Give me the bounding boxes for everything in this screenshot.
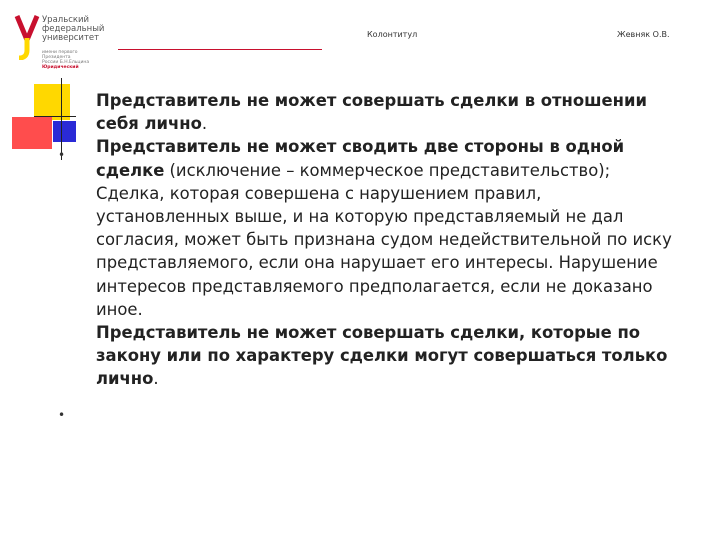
bullet-2: • (58, 408, 66, 422)
paragraph-1: Представитель не может совершать сделки в отношении себя лично. (96, 91, 647, 134)
paragraph-4: Представитель не может совершать сделки, которые по закону или по характеру сделки могут совершаться только лично. (96, 323, 668, 389)
ural-university-logo-icon (14, 14, 40, 60)
paragraph-3: Сделка, которая совершена с нарушением правил, установленных выше, и на которую представляемый не дал согласия, может быть признана судом недействительной по иску представляемого, если она нарушает его интересы. Нарушение интересов представляемого предполагается, если не доказано иное. (96, 183, 672, 319)
bullet-1: • (58, 148, 66, 162)
logo-title: Уральский федеральный университет (42, 15, 105, 43)
decor-red-square (12, 117, 52, 149)
header-divider (118, 49, 322, 50)
decor-yellow-square (34, 84, 70, 120)
logo-subtitle: имени первого Президента России Б.Н.Ельцина Юридический (42, 50, 90, 70)
decor-horizontal-line (34, 116, 76, 117)
header-author: Жевняк О.В. (617, 30, 670, 39)
slide-body (96, 89, 676, 391)
header-title: Колонтитул (367, 30, 418, 39)
paragraph-2: Представитель не может сводить две стороны в одной сделке (исключение – коммерческое представительство); (96, 137, 625, 180)
university-logo (14, 14, 134, 70)
decor-blue-square (53, 121, 76, 142)
